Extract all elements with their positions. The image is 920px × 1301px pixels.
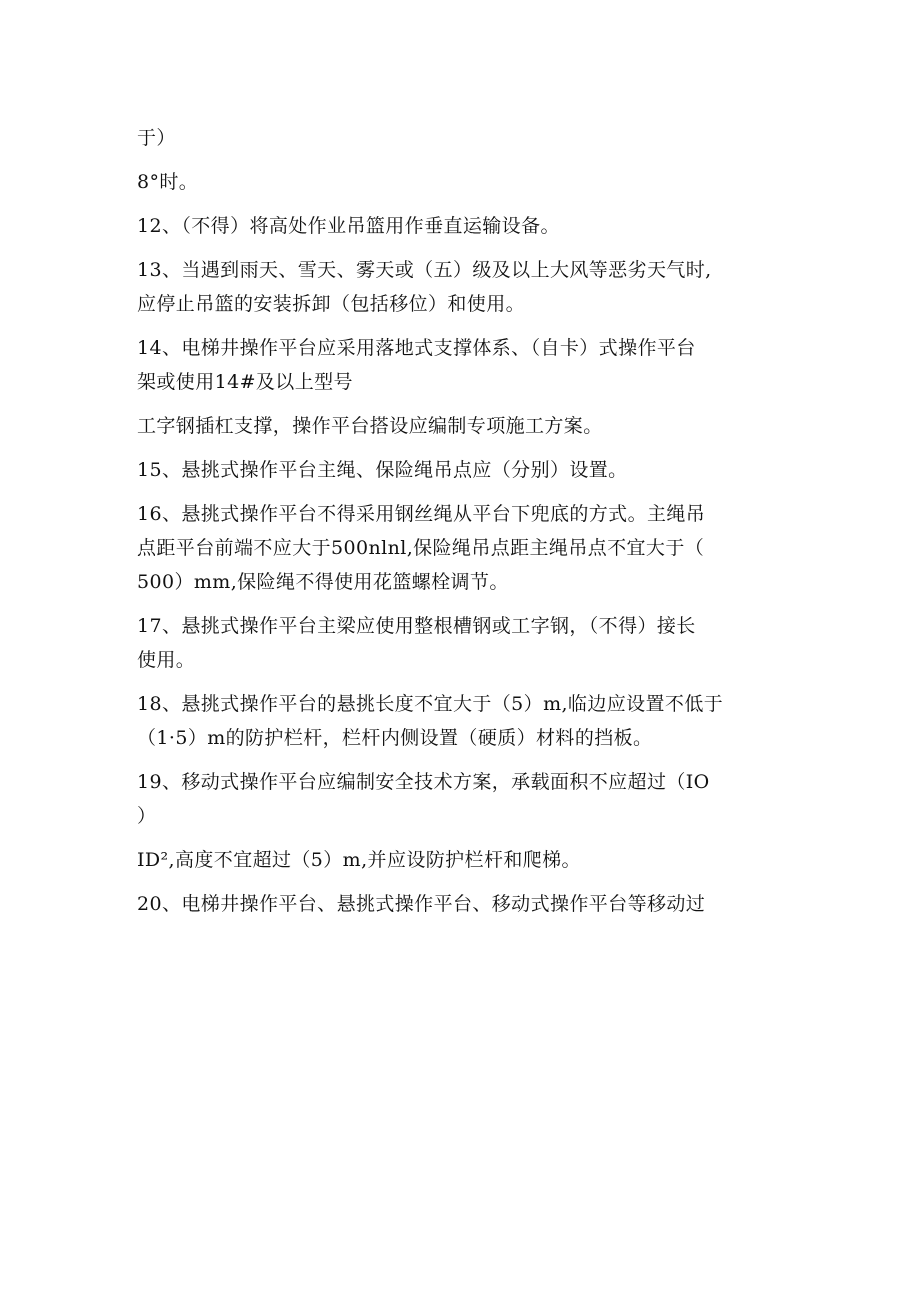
text-line-19: ID²,高度不宜超过（5）m,并应设防护栏杆和爬梯。 — [137, 849, 581, 871]
text-line-20: 20、电梯井操作平台、悬挑式操作平台、移动式操作平台等移动过 — [137, 893, 706, 915]
text-line-16: （1·5）m的防护栏杆，栏杆内侧设置（硬质）材料的挡板。 — [137, 727, 653, 749]
text-line-5: 应停止吊篮的安装拆卸（包括移位）和使用。 — [137, 293, 526, 315]
text-line-4: 13、当遇到雨天、雪天、雾天或（五）级及以上大风等恶劣天气时, — [137, 259, 712, 281]
text-line-13: 17、悬挑式操作平台主梁应使用整根槽钢或工字钢，（不得）接长 — [137, 615, 696, 637]
text-line-1: 于） — [137, 127, 176, 149]
text-line-12: 500）mm,保险绳不得使用花篮螺栓调节。 — [137, 571, 509, 593]
text-line-8: 工字钢插杠支撑，操作平台搭设应编制专项施工方案。 — [137, 415, 603, 437]
text-line-2: 8°时。 — [137, 171, 199, 193]
document-body — [137, 121, 787, 921]
text-line-10: 16、悬挑式操作平台不得采用钢丝绳从平台下兜底的方式。主绳吊 — [137, 503, 706, 525]
text-line-11: 点距平台前端不应大于500nlnl,保险绳吊点距主绳吊点不宜大于（ — [137, 537, 705, 559]
text-line-3: 12、（不得）将高处作业吊篮用作垂直运输设备。 — [137, 215, 560, 237]
text-line-17: 19、移动式操作平台应编制安全技术方案，承载面积不应超过（IO — [137, 771, 710, 793]
text-line-14: 使用。 — [137, 649, 196, 671]
text-line-6: 14、电梯井操作平台应采用落地式支撑体系、（自卡）式操作平台 — [137, 337, 696, 359]
text-line-18: ） — [137, 805, 157, 827]
text-line-9: 15、悬挑式操作平台主绳、保险绳吊点应（分别）设置。 — [137, 459, 628, 481]
text-line-15: 18、悬挑式操作平台的悬挑长度不宜大于（5）m,临边应设置不低于 — [137, 693, 724, 715]
text-line-7: 架或使用14#及以上型号 — [137, 371, 353, 393]
